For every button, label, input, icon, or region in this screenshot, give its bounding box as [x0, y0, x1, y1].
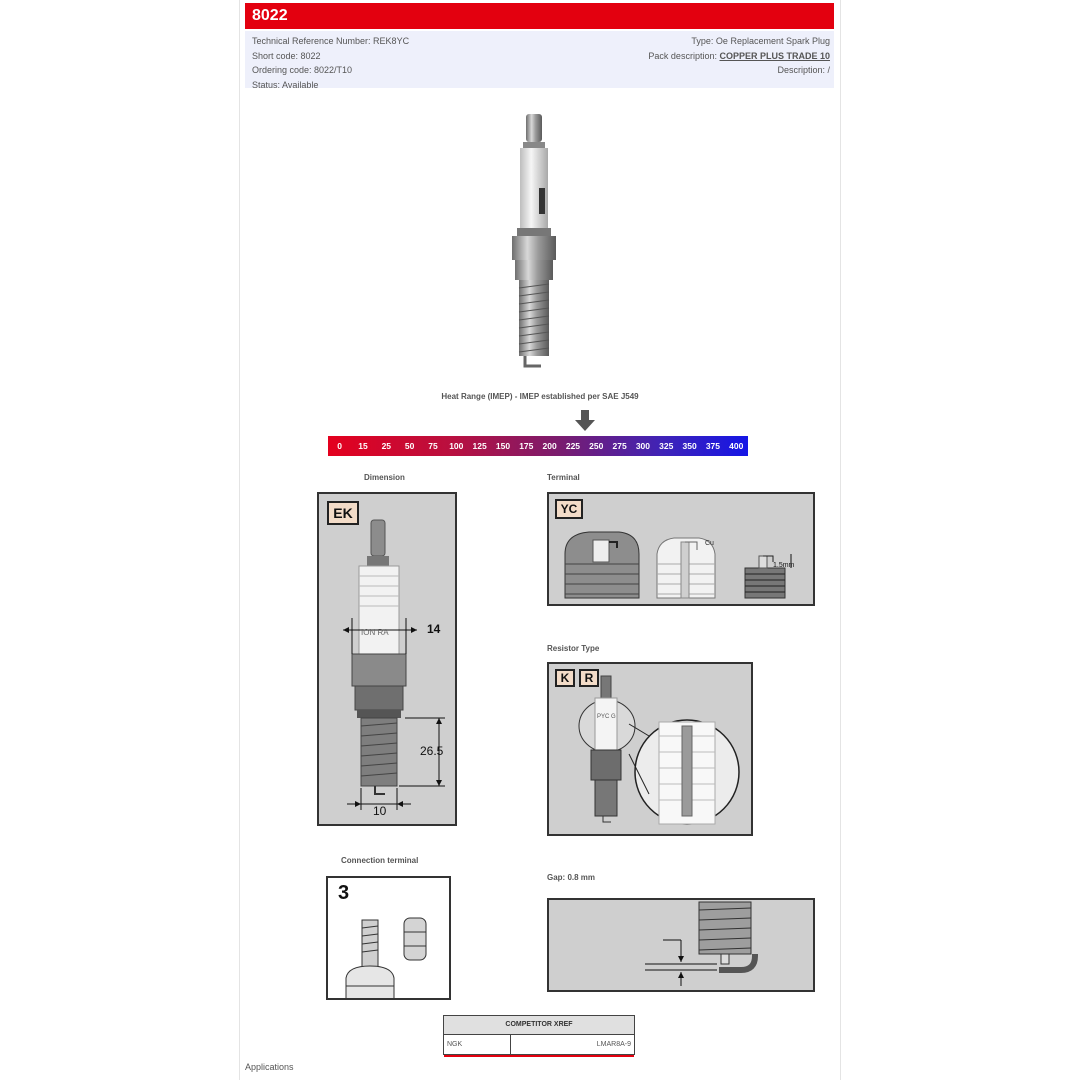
heat-range-value: 275: [612, 441, 627, 451]
product-info-panel: [245, 31, 834, 88]
dimension-diagram: [317, 492, 457, 826]
resistor-plug-text: PYC G: [597, 714, 616, 720]
info-right-column: [648, 34, 830, 78]
product-type: Type: Oe Replacement Spark Plug: [691, 36, 830, 46]
terminal-drawings: [549, 494, 813, 604]
heat-range-arrow-icon: [574, 410, 596, 432]
pack-description-label: Pack description:: [648, 50, 720, 61]
terminal-badge: YC: [555, 499, 583, 519]
heat-range-value: 325: [659, 441, 674, 451]
info-left-column: [252, 34, 409, 92]
applications-heading: Applications: [245, 1062, 294, 1072]
connection-terminal-drawing: [328, 878, 449, 998]
terminal-label: Terminal: [547, 473, 580, 482]
resistor-badge-k: K: [555, 669, 575, 687]
page-border-right: [840, 0, 841, 1080]
connection-terminal-diagram: [326, 876, 451, 1000]
product-title-bar: [245, 3, 834, 29]
heat-range-value: 50: [404, 441, 415, 451]
dimension-badge: EK: [327, 501, 359, 525]
heat-range-value: 225: [565, 441, 581, 451]
ordering-code: Ordering code: 8022/T10: [252, 65, 353, 75]
resistor-type-label: Resistor Type: [547, 644, 600, 653]
spark-plug-photo: [495, 110, 575, 372]
dimension-hex-value: 14: [427, 622, 441, 636]
heat-range-value: 350: [682, 441, 697, 451]
gap-drawing: [549, 900, 813, 990]
dimension-thread-diameter: 10: [373, 804, 387, 818]
heat-range-scale: [328, 436, 748, 456]
heat-range-value-selected: 250: [589, 441, 604, 451]
heat-range-value: 300: [635, 441, 651, 451]
heat-range-value: 200: [542, 441, 557, 451]
status: Status: Available: [252, 79, 319, 90]
connection-terminal-badge: 3: [338, 882, 350, 904]
dimension-plug-text: ION RA: [361, 628, 389, 637]
page-border-left: [239, 0, 240, 1080]
competitor-xref-title: COMPETITOR XREF: [444, 1016, 634, 1035]
connection-terminal-label: Connection terminal: [341, 856, 419, 865]
terminal-cu-label: Cu: [705, 540, 714, 547]
terminal-projection-label: 1.5mm: [773, 562, 795, 569]
heat-range-value: 15: [358, 441, 368, 451]
resistor-type-diagram: [547, 662, 753, 836]
heat-range-caption: Heat Range (IMEP) - IMEP established per SAE J549: [441, 392, 639, 401]
dimension-plug-drawing: [319, 494, 455, 824]
table-row: [444, 1035, 634, 1057]
pack-description-link[interactable]: COPPER PLUS TRADE 10: [719, 50, 830, 61]
heat-range-value: 0: [337, 441, 343, 451]
competitor-xref-table: [443, 1015, 635, 1055]
resistor-badge-r: R: [579, 669, 599, 687]
heat-range-value: 75: [428, 441, 438, 451]
pack-description: [648, 49, 830, 64]
heat-range-value: 400: [729, 441, 744, 451]
xref-brand: NGK: [444, 1035, 511, 1055]
technical-reference: Technical Reference Number: REK8YC: [252, 36, 410, 46]
heat-range-value: 175: [519, 441, 534, 451]
gap-label: Gap: 0.8 mm: [547, 873, 596, 882]
resistor-drawings: [549, 664, 751, 834]
description: Description: /: [777, 65, 830, 75]
gap-diagram: [547, 898, 815, 992]
heat-range-value: 100: [449, 441, 464, 451]
terminal-diagram: [547, 492, 815, 606]
dimension-thread-length: 26.5: [420, 744, 444, 758]
short-code: Short code: 8022: [252, 50, 321, 61]
product-title: 8022: [252, 7, 288, 24]
heat-range-value: 150: [495, 441, 511, 451]
heat-range-value: 125: [472, 441, 487, 451]
xref-part-number: LMAR8A-9: [596, 1041, 631, 1048]
dimension-label: Dimension: [364, 473, 405, 482]
heat-range-value: 375: [705, 441, 720, 451]
heat-range-value: 25: [381, 441, 392, 451]
